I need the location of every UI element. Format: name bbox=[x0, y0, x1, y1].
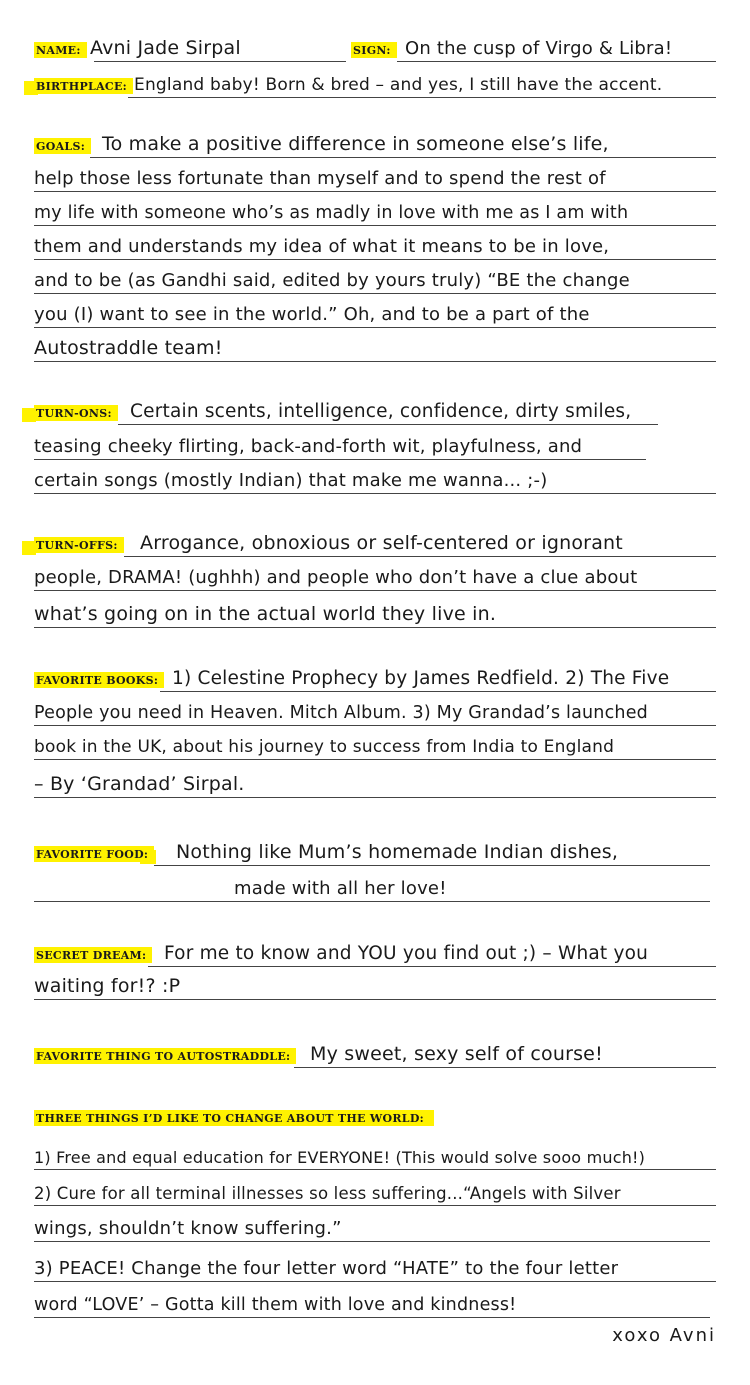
dream-label: SECRET DREAM: bbox=[34, 947, 152, 963]
food-label: FAVORITE FOOD: bbox=[34, 846, 154, 862]
name-row bbox=[34, 32, 346, 62]
food-text: Nothing like Mum’s homemade Indian dishes, bbox=[176, 841, 619, 863]
turn-offs-line-3 bbox=[34, 598, 716, 628]
books-text: book in the UK, about his journey to success from India to England bbox=[34, 737, 615, 757]
change-line-5 bbox=[34, 1288, 710, 1318]
thing-row bbox=[34, 1038, 716, 1068]
thing-value: My sweet, sexy self of course! bbox=[310, 1043, 603, 1065]
dream-text: For me to know and YOU you find out ;) – What you bbox=[164, 943, 649, 964]
goals-line-3 bbox=[34, 196, 716, 226]
goals-line-5 bbox=[34, 264, 716, 294]
turn-ons-line-3 bbox=[34, 464, 716, 494]
turn-ons-label: TURN-ONS: bbox=[34, 405, 118, 421]
books-label: FAVORITE BOOKS: bbox=[34, 672, 164, 688]
books-text: People you need in Heaven. Mitch Album. 3) My Grandad’s launched bbox=[34, 703, 648, 723]
name-value: Avni Jade Sirpal bbox=[90, 37, 241, 59]
goals-text: my life with someone who’s as madly in love with me as I am with bbox=[34, 203, 629, 223]
birthplace-label: BIRTHPLACE: bbox=[34, 78, 133, 94]
change-text: 1) Free and equal education for EVERYONE! (This would solve sooo much!) bbox=[34, 1148, 646, 1167]
sign-label: SIGN: bbox=[351, 42, 397, 58]
dream-line-1 bbox=[34, 937, 716, 967]
books-line-1 bbox=[34, 662, 716, 692]
food-line-1 bbox=[34, 836, 710, 866]
turn-offs-text: people, DRAMA! (ughhh) and people who don’t have a clue about bbox=[34, 567, 638, 588]
goals-text: To make a positive difference in someone else’s life, bbox=[102, 133, 609, 155]
turn-ons-line-1 bbox=[34, 395, 658, 425]
dream-line-2 bbox=[34, 970, 716, 1000]
birthplace-value: England baby! Born & bred – and yes, I still have the accent. bbox=[134, 75, 663, 95]
change-line-3 bbox=[34, 1212, 710, 1242]
turn-ons-text: Certain scents, intelligence, confidence, dirty smiles, bbox=[130, 401, 632, 422]
turn-offs-label: TURN-OFFS: bbox=[34, 537, 124, 553]
thing-label: FAVORITE THING TO AUTOSTRADDLE: bbox=[34, 1048, 296, 1064]
goals-text: help those less fortunate than myself and to spend the rest of bbox=[34, 168, 606, 189]
turn-ons-text: certain songs (mostly Indian) that make me wanna... ;-) bbox=[34, 470, 548, 491]
dream-text: waiting for!? :P bbox=[34, 975, 181, 997]
goals-text: Autostraddle team! bbox=[34, 337, 223, 359]
goals-line-1 bbox=[34, 128, 716, 158]
change-label: THREE THINGS I’D LIKE TO CHANGE ABOUT THE WORLD: bbox=[34, 1110, 434, 1126]
turn-offs-line-2 bbox=[34, 561, 716, 591]
goals-line-6 bbox=[34, 298, 716, 328]
change-text: 2) Cure for all terminal illnesses so less suffering...“Angels with Silver bbox=[34, 1184, 621, 1203]
change-heading-row bbox=[34, 1100, 716, 1130]
turn-ons-line-2 bbox=[34, 430, 646, 460]
goals-text: them and understands my idea of what it means to be in love, bbox=[34, 236, 610, 257]
books-line-2 bbox=[34, 696, 716, 726]
goals-line-7 bbox=[34, 332, 716, 362]
change-text: wings, shouldn’t know suffering.” bbox=[34, 1218, 342, 1239]
goals-text: you (I) want to see in the world.” Oh, and to be a part of the bbox=[34, 304, 590, 325]
change-text: word “LOVE’ – Gotta kill them with love and kindness! bbox=[34, 1295, 517, 1315]
name-label: NAME: bbox=[34, 42, 87, 58]
change-line-2 bbox=[34, 1176, 716, 1206]
goals-label: GOALS: bbox=[34, 138, 91, 154]
books-text: 1) Celestine Prophecy by James Redfield. 2) The Five bbox=[172, 668, 670, 689]
turn-offs-text: Arrogance, obnoxious or self-centered or ignorant bbox=[140, 532, 623, 554]
books-line-4 bbox=[34, 768, 716, 798]
books-line-3 bbox=[34, 730, 716, 760]
signature: xoxo Avni bbox=[612, 1325, 716, 1346]
goals-text: and to be (as Gandhi said, edited by yours truly) “BE the change bbox=[34, 270, 630, 291]
goals-line-2 bbox=[34, 162, 716, 192]
turn-ons-text: teasing cheeky flirting, back-and-forth wit, playfulness, and bbox=[34, 436, 583, 457]
turn-offs-text: what’s going on in the actual world they live in. bbox=[34, 603, 497, 625]
birthplace-row bbox=[34, 68, 716, 98]
change-line-1 bbox=[34, 1140, 716, 1170]
turn-offs-line-1 bbox=[34, 527, 716, 557]
goals-line-4 bbox=[34, 230, 716, 260]
sign-value: On the cusp of Virgo & Libra! bbox=[405, 38, 673, 59]
books-text: – By ‘Grandad’ Sirpal. bbox=[34, 773, 245, 795]
food-line-2 bbox=[34, 872, 710, 902]
change-text: 3) PEACE! Change the four letter word “HATE” to the four letter bbox=[34, 1258, 619, 1279]
food-text: made with all her love! bbox=[234, 878, 447, 899]
change-line-4 bbox=[34, 1252, 716, 1282]
sign-row bbox=[351, 32, 716, 62]
